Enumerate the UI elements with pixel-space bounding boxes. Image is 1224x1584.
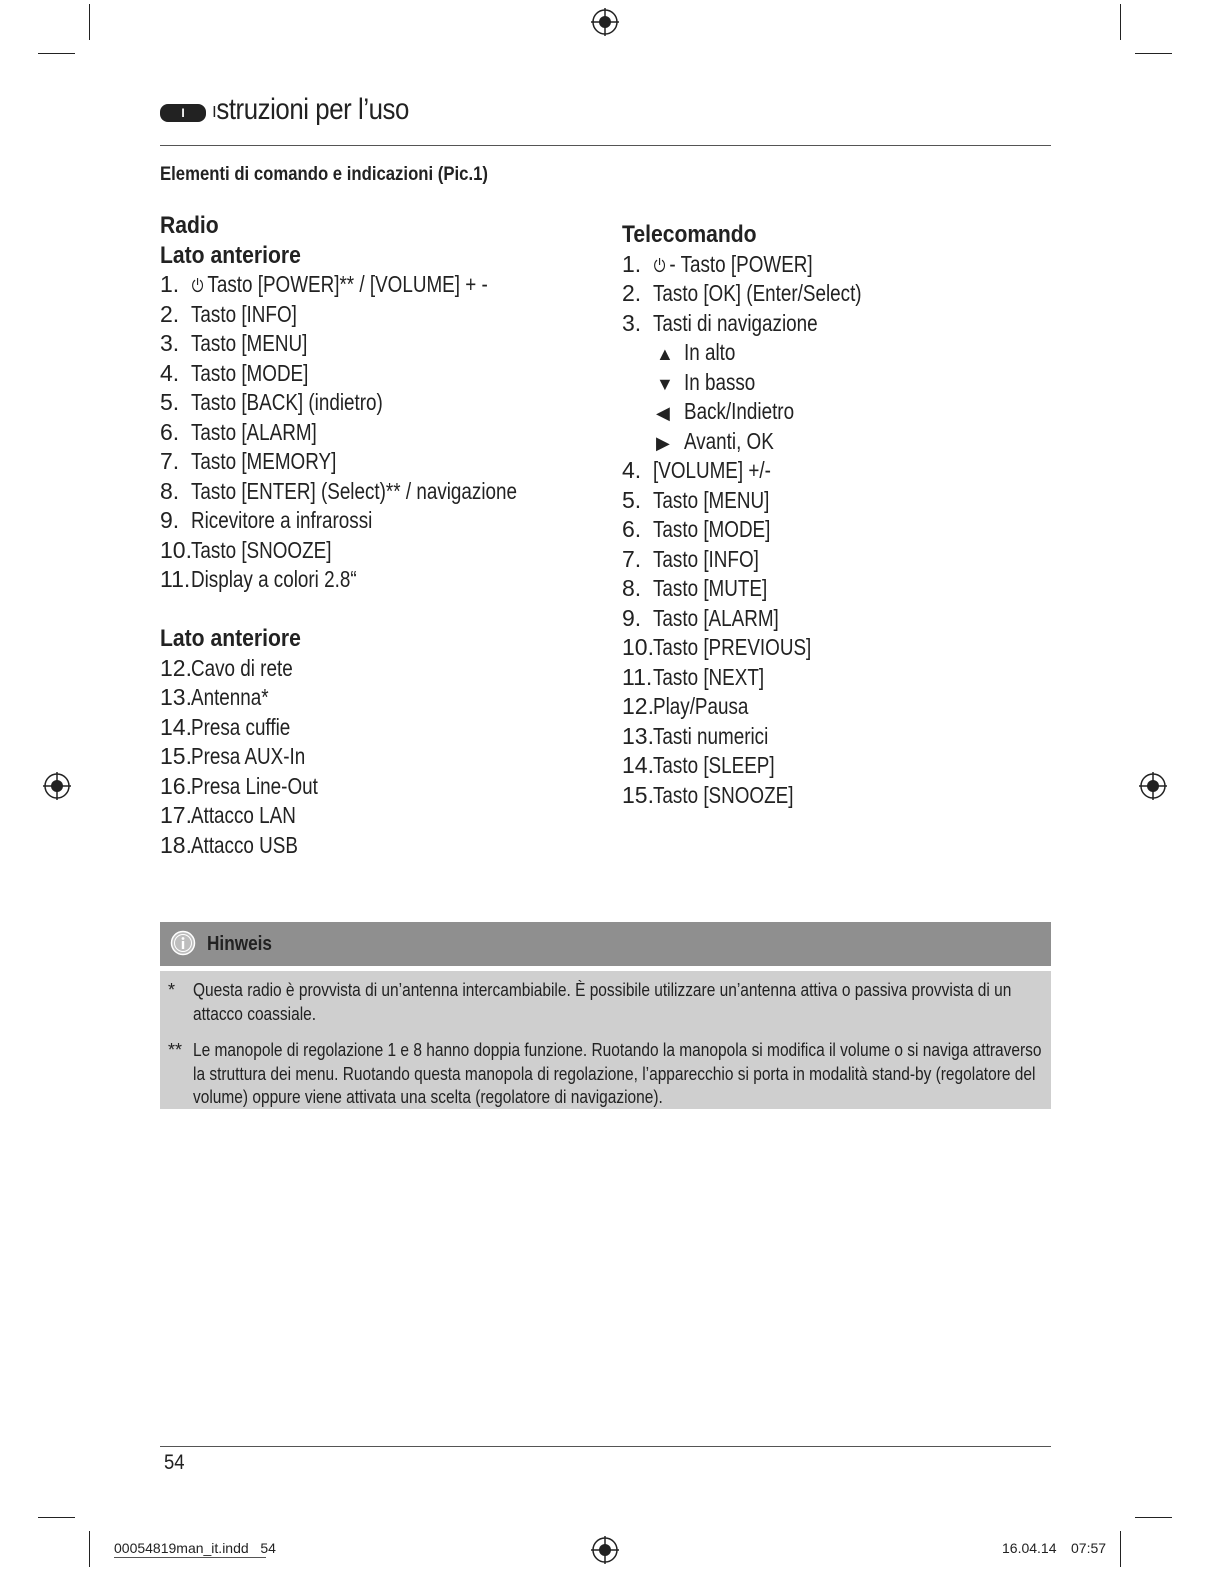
nav-label: Back/Indietro xyxy=(684,398,795,424)
item-number: 12. xyxy=(160,654,192,681)
list-item xyxy=(160,742,600,772)
item-label: Tasto [NEXT] xyxy=(653,663,765,690)
note-mark: ** xyxy=(168,1040,183,1060)
remote-title: Telecomando xyxy=(622,221,757,248)
list-item xyxy=(622,722,1052,752)
note-mark: * xyxy=(168,980,176,1000)
item-label: Display a colori 2.8“ xyxy=(191,566,357,592)
registration-mark-icon xyxy=(590,1535,620,1565)
nav-label: In alto xyxy=(684,339,736,365)
item-label: Tasto [MUTE] xyxy=(653,575,768,601)
item-number: 9. xyxy=(160,507,180,533)
item-number: 3. xyxy=(160,330,180,356)
list-item xyxy=(622,250,1052,280)
footer-rule xyxy=(160,1446,1051,1447)
item-number: 7. xyxy=(160,448,180,474)
item-label: [VOLUME] +/- xyxy=(653,457,771,483)
nav-item xyxy=(622,397,1052,427)
item-label: Tasto [ALARM] xyxy=(191,418,317,445)
item-number: 15. xyxy=(160,743,192,769)
item-label: Tasto [MENU] xyxy=(191,330,308,356)
item-label: Presa cuffie xyxy=(191,713,291,740)
list-item xyxy=(160,831,600,861)
slug-underline xyxy=(114,1557,266,1558)
item-label: Tasto [OK] (Enter/Select) xyxy=(653,280,862,306)
item-number: 12. xyxy=(622,693,654,719)
list-item xyxy=(160,772,600,802)
radio-title: Radio xyxy=(160,212,219,239)
list-item xyxy=(160,565,600,595)
list-item xyxy=(622,604,1052,634)
remote-column xyxy=(622,220,1052,810)
item-label xyxy=(191,270,488,300)
item-number: 14. xyxy=(160,713,192,740)
item-label: Play/Pausa xyxy=(653,693,749,719)
item-label-text: - Tasto [POWER] xyxy=(669,250,813,277)
item-number: 8. xyxy=(622,575,642,601)
registration-mark-icon xyxy=(42,771,72,801)
nav-label: Avanti, OK xyxy=(684,427,774,454)
item-number: 11. xyxy=(160,566,191,592)
item-label: Antenna* xyxy=(191,684,269,710)
item-label: Tasto [INFO] xyxy=(653,545,759,572)
note-text: Le manopole di regolazione 1 e 8 hanno doppia funzione. Ruotando la manopola si modifica il volume o si naviga attraverso la struttura dei menu. Ruotando questa manopola di regolazione, l’apparecchio si porta in modalità stand-by (regolatore del volume) oppure viene attivata una scelta (regolatore di navigazione). xyxy=(193,1040,1042,1107)
list-item xyxy=(622,751,1052,781)
list-item xyxy=(622,781,1052,811)
page-header-title: ıstruzioni per l’uso xyxy=(212,93,409,126)
crop-mark xyxy=(38,1517,75,1518)
item-number: 6. xyxy=(622,516,642,542)
remote-list xyxy=(622,250,1052,811)
item-label: Tasti di navigazione xyxy=(653,309,818,336)
item-number: 11. xyxy=(622,663,653,690)
item-number: 14. xyxy=(622,752,654,778)
list-item xyxy=(160,270,600,300)
item-label: Tasto [MENU] xyxy=(653,486,770,513)
item-label: Tasto [MODE] xyxy=(653,516,771,542)
item-number: 5. xyxy=(160,389,180,415)
item-number: 10. xyxy=(160,536,192,563)
list-item xyxy=(622,486,1052,516)
item-number: 18. xyxy=(160,831,192,858)
list-item xyxy=(622,545,1052,575)
item-label: Tasto [SNOOZE] xyxy=(191,536,332,563)
item-number: 6. xyxy=(160,418,180,445)
list-item xyxy=(160,654,600,684)
item-number: 13. xyxy=(622,722,654,749)
print-date: 16.04.14 xyxy=(1002,1540,1057,1556)
language-badge: I xyxy=(160,104,206,122)
list-item xyxy=(160,329,600,359)
item-number: 3. xyxy=(622,309,642,336)
item-label: Tasto [PREVIOUS] xyxy=(653,634,812,660)
item-number: 16. xyxy=(160,772,192,799)
nav-item xyxy=(622,427,1052,457)
list-item xyxy=(622,515,1052,545)
item-label: Tasto [INFO] xyxy=(191,300,297,327)
item-number: 9. xyxy=(622,604,642,631)
item-label: Tasti numerici xyxy=(653,722,769,749)
registration-mark-icon xyxy=(1138,771,1168,801)
item-label: Tasto [ENTER] (Select)** / navigazione xyxy=(191,477,518,504)
crop-mark xyxy=(1120,1531,1121,1567)
list-item xyxy=(622,633,1052,663)
arrow-icon: ▲ xyxy=(656,344,674,364)
crop-mark xyxy=(1120,4,1121,40)
list-item xyxy=(160,388,600,418)
back-panel-list xyxy=(160,654,600,861)
list-item xyxy=(160,536,600,566)
item-label-text: Tasto [POWER]** / [VOLUME] + - xyxy=(207,271,488,297)
item-number: 2. xyxy=(622,280,642,306)
item-label: Attacco USB xyxy=(191,831,298,858)
note-heading: Hinweis xyxy=(207,933,272,955)
list-item xyxy=(160,447,600,477)
item-label xyxy=(653,250,813,280)
front-panel-list xyxy=(160,270,600,595)
crop-mark xyxy=(89,1531,90,1567)
radio-column xyxy=(160,211,600,860)
list-item xyxy=(160,713,600,743)
list-item xyxy=(622,663,1052,693)
list-item xyxy=(160,359,600,389)
front-panel-title: Lato anteriore xyxy=(160,241,301,269)
list-item xyxy=(160,300,600,330)
list-item xyxy=(160,683,600,713)
item-number: 8. xyxy=(160,477,180,504)
note-header xyxy=(160,922,1051,966)
crop-mark xyxy=(1135,53,1172,54)
item-number: 17. xyxy=(160,802,192,828)
item-label: Tasto [MEMORY] xyxy=(191,448,337,474)
item-number: 7. xyxy=(622,545,642,572)
arrow-icon: ▶ xyxy=(656,432,670,453)
power-icon xyxy=(653,257,666,273)
note-text: Questa radio è provvista di un’antenna intercambiabile. È possibile utilizzare un’antenna attiva o passiva provvista di un attacco coassiale. xyxy=(193,980,1012,1024)
nav-item xyxy=(622,338,1052,368)
item-label: Tasto [SNOOZE] xyxy=(653,781,794,808)
item-label: Cavo di rete xyxy=(191,654,293,681)
item-number: 4. xyxy=(622,457,642,483)
list-item xyxy=(622,692,1052,722)
item-label: Tasto [MODE] xyxy=(191,359,309,386)
item-number: 10. xyxy=(622,634,654,660)
registration-mark-icon xyxy=(590,7,620,37)
item-label: Tasto [BACK] (indietro) xyxy=(191,389,383,415)
list-item xyxy=(160,418,600,448)
info-icon xyxy=(170,930,196,956)
power-icon xyxy=(191,277,204,293)
arrow-icon: ◀ xyxy=(656,403,670,423)
section-title: Elementi di comando e indicazioni (Pic.1) xyxy=(160,164,488,185)
header-rule xyxy=(160,145,1051,146)
list-item xyxy=(622,456,1052,486)
item-number: 1. xyxy=(622,250,642,277)
item-number: 15. xyxy=(622,781,654,808)
list-item xyxy=(622,279,1052,309)
file-slug: 00054819man_it.indd 54 xyxy=(114,1540,276,1556)
list-item xyxy=(622,309,1052,339)
arrow-icon: ▼ xyxy=(656,373,674,394)
back-panel-title: Lato anteriore xyxy=(160,625,301,652)
crop-mark xyxy=(89,4,90,40)
list-item xyxy=(160,477,600,507)
nav-label: In basso xyxy=(684,368,756,395)
item-label: Presa Line-Out xyxy=(191,772,318,799)
list-item xyxy=(160,801,600,831)
item-number: 2. xyxy=(160,300,180,327)
crop-mark xyxy=(1135,1517,1172,1518)
item-label: Attacco LAN xyxy=(191,802,296,828)
list-item xyxy=(622,574,1052,604)
item-label: Ricevitore a infrarossi xyxy=(191,507,373,533)
print-time: 07:57 xyxy=(1071,1540,1107,1556)
item-number: 13. xyxy=(160,684,192,710)
item-label: Tasto [SLEEP] xyxy=(653,752,775,778)
item-label: Presa AUX-In xyxy=(191,743,306,769)
item-number: 1. xyxy=(160,271,180,297)
page-number: 54 xyxy=(164,1451,185,1474)
item-label: Tasto [ALARM] xyxy=(653,604,779,631)
nav-item xyxy=(622,368,1052,398)
item-number: 5. xyxy=(622,486,642,513)
list-item xyxy=(160,506,600,536)
item-number: 4. xyxy=(160,359,180,386)
crop-mark xyxy=(38,53,75,54)
